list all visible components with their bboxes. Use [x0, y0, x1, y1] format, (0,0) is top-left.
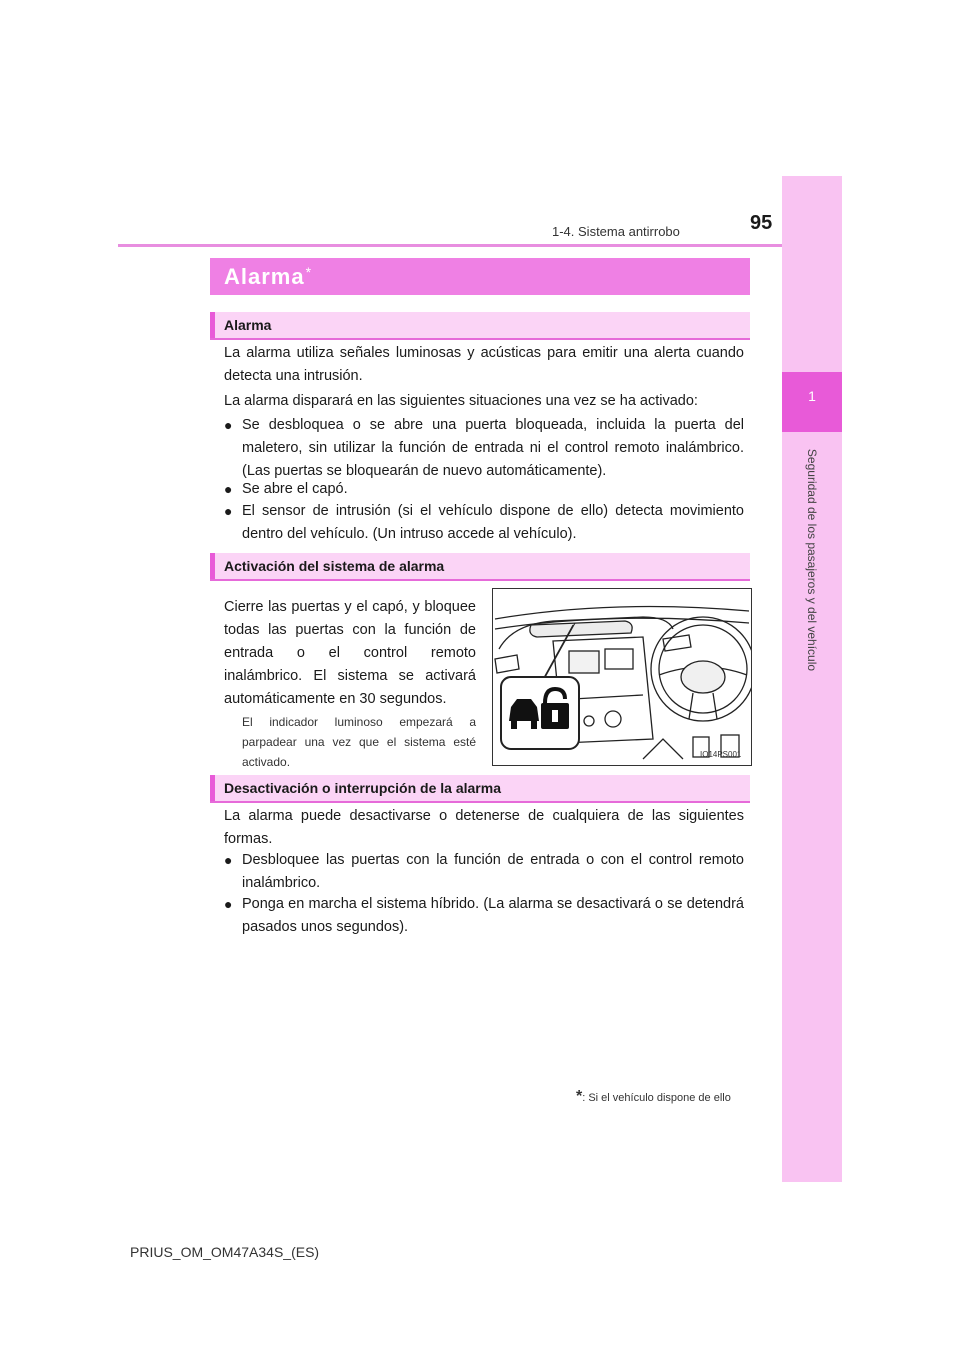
dashboard-illustration	[492, 588, 752, 766]
dashboard-drawing	[493, 589, 751, 765]
list-item	[224, 500, 744, 548]
list-item	[224, 849, 744, 897]
list-item	[224, 414, 744, 484]
list-item-text: El sensor de intrusión (si el vehículo dispone de ello) detecta movimiento dentro del vehículo. (Un intruso accede al vehículo).	[242, 503, 744, 542]
footnote-text: : Si el vehículo dispone de ello	[582, 1092, 731, 1104]
section-heading-text: Desactivación o interrupción de la alarma	[224, 780, 501, 796]
footnote	[576, 1088, 731, 1106]
bullet-icon: ●	[224, 503, 233, 519]
section-heading-text: Activación del sistema de alarma	[224, 558, 445, 574]
section-heading-text: Alarma	[224, 317, 272, 333]
header-rule	[118, 244, 840, 247]
bullet-icon: ●	[224, 896, 233, 912]
list-item	[224, 478, 744, 502]
list-item-text: Se abre el capó.	[242, 481, 348, 497]
document-id: PRIUS_OM_OM47A34S_(ES)	[130, 1244, 320, 1260]
paragraph: La alarma disparará en las siguientes situaciones una vez se ha activado:	[224, 393, 698, 409]
list-item	[224, 893, 744, 941]
list-item-text: Ponga en marcha el sistema híbrido. (La alarma se desactivará o se detendrá pasados unos segundos).	[242, 896, 744, 935]
bullet-icon: ●	[224, 481, 233, 497]
page-number: 95	[750, 212, 773, 234]
list-item-text: Desbloquee las puertas con la función de entrada o con el control remoto inalámbrico.	[242, 852, 744, 891]
paragraph: La alarma puede desactivarse o detenerse de cualquiera de las siguientes formas.	[224, 808, 744, 847]
figure-code: IO14PS001	[700, 750, 742, 759]
section-heading-desactivacion	[210, 775, 750, 803]
page-title	[224, 264, 312, 290]
paragraph: Cierre las puertas y el capó, y bloquee todas las puertas con la función de entrada o el control remoto inalámbrico. El sistema se activará automáticamente en 30 segundos.	[224, 599, 476, 707]
note-text: El indicador luminoso empezará a parpadear una vez que el sistema esté activado.	[242, 715, 476, 769]
chapter-title: Seguridad de los pasajeros y del vehículo	[805, 448, 819, 672]
bullet-icon: ●	[224, 417, 233, 433]
section-heading-alarma	[210, 312, 750, 340]
page-title-text: Alarma	[224, 264, 305, 289]
chapter-number: 1	[808, 388, 816, 404]
footnote-marker: *	[576, 1088, 583, 1105]
optional-equipment-marker: *	[305, 264, 313, 280]
chapter-side-tab	[782, 176, 842, 1182]
bullet-icon: ●	[224, 852, 233, 868]
section-heading-activacion	[210, 553, 750, 581]
section-reference: 1-4. Sistema antirrobo	[552, 224, 680, 239]
paragraph: La alarma utiliza señales luminosas y acústicas para emitir una alerta cuando detecta una intrusión.	[224, 345, 744, 384]
list-item-text: Se desbloquea o se abre una puerta bloqueada, incluida la puerta del maletero, sin utilizar la función de entrada ni el control remoto inalámbrico. (Las puertas se bloquearán de nuevo automáticamente).	[242, 417, 744, 479]
